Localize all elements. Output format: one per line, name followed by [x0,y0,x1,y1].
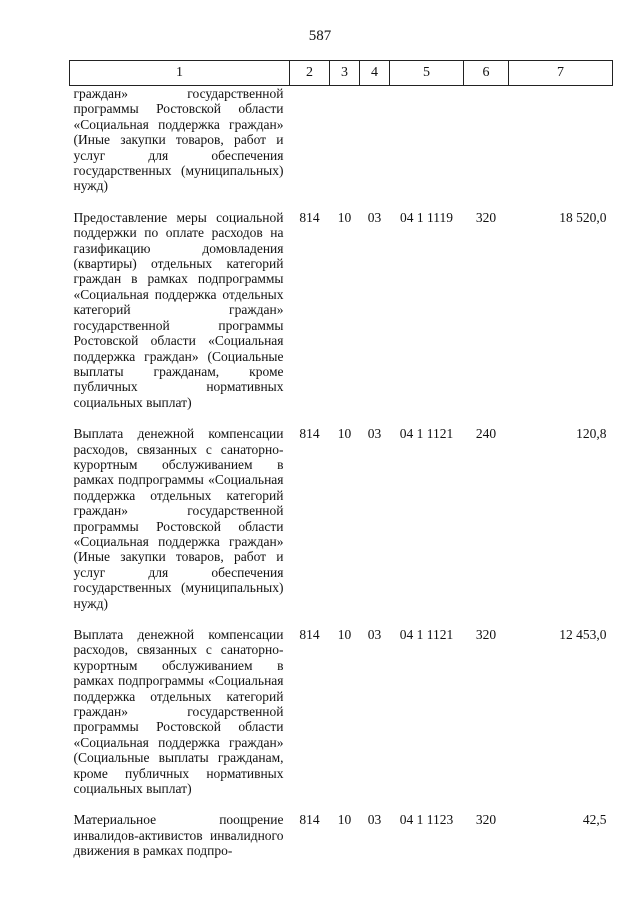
row-amount: 42,5 [582,812,607,828]
row-expense-type: 320 [475,209,497,225]
row-section-code: 10 [337,209,352,225]
row-subsection-code: 03 [367,627,382,642]
row-target-code: 04 1 1119 [400,209,453,225]
budget-table [69,60,613,861]
column-header-5: 5 [390,61,464,86]
row-description: Материальное поощрение инвалидов-активистов инвалидного движения в рамках подпро- [73,812,284,859]
row-target-code [390,86,464,196]
row-section-code [330,86,360,196]
column-header-2: 2 [290,61,330,86]
row-description: граждан» государственной программы Ростовской области «Социальная поддержка граждан» (Иные закупки товаров, работ и услуг для обеспечения государственных (муниципальных) нужд) [73,86,284,194]
row-target-code: 04 1 1121 [399,627,454,642]
row-target-code: 04 1 1121 [399,426,454,442]
row-section-code: 10 [337,426,352,442]
row-subsection-code: 03 [367,209,382,225]
row-subsection-code: 03 [367,426,382,442]
table-row [70,798,613,860]
table-row [70,196,613,412]
row-target-code: 04 1 1123 [399,812,454,828]
row-amount [509,86,613,196]
row-section-code: 10 [337,812,352,828]
table-row [70,86,613,196]
row-expense-type: 240 [475,426,497,442]
row-expense-type [464,86,509,196]
table-row [70,412,613,613]
column-header-7: 7 [509,61,613,86]
row-amount: 120,8 [576,426,607,442]
row-amount: 12 453,0 [559,627,607,642]
column-header-4: 4 [360,61,390,86]
row-expense-type: 320 [475,812,497,828]
row-subsection-code [360,86,390,196]
row-ministry-code: 814 [299,812,320,828]
row-subsection-code: 03 [367,812,382,828]
page-number: 587 [308,28,332,44]
row-expense-type: 320 [475,627,497,642]
row-description: Выплата денежной компенсации расходов, связанных с санаторно-курортным обслуживанием в рамках подпрограммы «Социальная поддержка отдельных категорий граждан» государственной программы Ростовской области «Социальная поддержка граждан» (Иные закупки товаров, работ и услуг для обеспечения государственных (муниципальных) нужд) [73,426,284,611]
row-section-code: 10 [337,627,352,642]
column-header-3: 3 [330,61,360,86]
row-description: Выплата денежной компенсации расходов, связанных с санаторно-курортным обслуживанием в рамках подпрограммы «Социальная поддержка отдельных категорий граждан» государственной программы Ростовской области «Социальная поддержка граждан» (Социальные выплаты гражданам, кроме публичных нормативных социальных выплат) [73,627,284,797]
table-header-row [70,61,613,86]
row-ministry-code: 814 [299,426,320,442]
row-description: Предоставление меры социальной поддержки по оплате расходов на газификацию домовладения (квартиры) отдельных категорий граждан в рамках подпрограммы «Социальная поддержка отдельных категорий граждан» государственной программы Ростовской области «Социальная поддержка граждан» (Социальные выплаты гражданам, кроме публичных нормативных социальных выплат) [73,209,284,410]
row-ministry-code: 814 [299,627,320,642]
column-header-1: 1 [70,61,290,86]
table-row [70,613,613,798]
row-amount: 18 520,0 [559,209,607,225]
row-ministry-code [290,86,330,196]
column-header-6: 6 [464,61,509,86]
row-ministry-code: 814 [299,209,320,225]
